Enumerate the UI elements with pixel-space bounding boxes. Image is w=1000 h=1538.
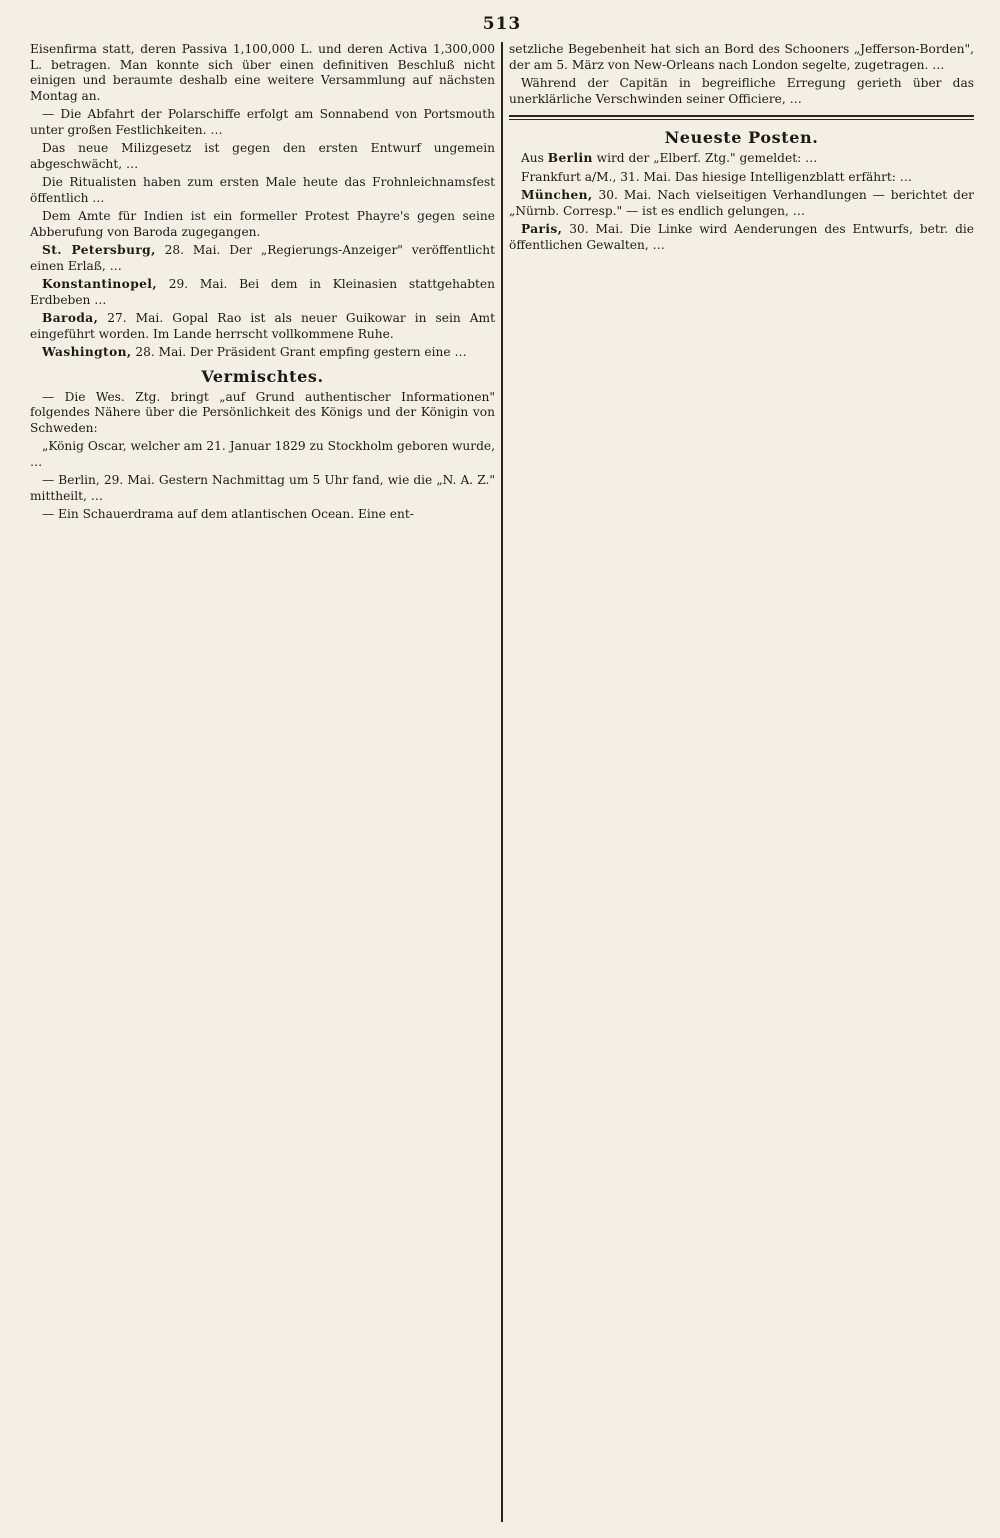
dateline: Berlin bbox=[547, 151, 593, 165]
paragraph: Das neue Milizgesetz ist gegen den ersten Entwurf ungemein abgeschwächt, … bbox=[30, 141, 495, 171]
section-heading-vermischtes: Vermischtes. bbox=[201, 366, 324, 386]
section-divider bbox=[509, 115, 974, 117]
section-heading-neueste-posten: Neueste Posten. bbox=[664, 128, 819, 147]
news-text: 30. Mai. Die Linke wird Aenderungen des Entwurfs, betr. die öffentlichen Gewalten, … bbox=[509, 222, 974, 252]
paragraph: — Die Abfahrt der Polarschiffe erfolgt am Sonnabend von Portsmouth unter großen Festlichkeiten. … bbox=[30, 107, 495, 137]
paragraph: — Ein Schauerdrama auf dem atlantischen Ocean. Eine ent- bbox=[42, 507, 414, 521]
paragraph: setzliche Begebenheit hat sich an Bord des Schooners „Jefferson-Borden", der am 5. März von New-Orleans nach London segelte, zugetragen. … bbox=[509, 42, 974, 72]
section-divider-thin bbox=[509, 119, 974, 120]
dateline: Baroda, bbox=[42, 311, 99, 325]
news-text: 27. Mai. Gopal Rao ist als neuer Guikowar in sein Amt eingeführt worden. Im Lande herrscht vollkommene Ruhe. bbox=[30, 311, 495, 341]
dateline: Konstantinopel, bbox=[42, 277, 157, 291]
dateline: St. Petersburg, bbox=[42, 243, 156, 257]
paragraph: Dem Amte für Indien ist ein formeller Protest Phayre's gegen seine Abberufung von Baroda zugegangen. bbox=[30, 209, 495, 239]
news-item-baroda bbox=[30, 311, 495, 342]
columns bbox=[24, 42, 980, 1522]
news-text: wird der „Elberf. Ztg." gemeldet: … bbox=[592, 151, 818, 165]
news-item-muenchen bbox=[509, 188, 974, 219]
news-text: 28. Mai. Der „Regierungs-Anzeiger" veröffentlicht einen Erlaß, … bbox=[30, 243, 495, 273]
paragraph: — Berlin, 29. Mai. Gestern Nachmittag um 5 Uhr fand, wie die „N. A. Z." mittheilt, … bbox=[30, 473, 495, 503]
dateline: München, bbox=[521, 188, 593, 202]
right-column bbox=[502, 42, 980, 1522]
news-item-konstantinopel bbox=[30, 277, 495, 308]
news-text: Aus bbox=[521, 151, 548, 165]
paragraph: Eisenfirma statt, deren Passiva 1,100,000 L. und deren Activa 1,300,000 L. betragen. Man konnte sich über einen definitiven Beschluß nicht einigen und beraumte deshalb eine weitere Versammlung auf nächsten Montag an. bbox=[30, 42, 495, 103]
news-item-paris bbox=[509, 222, 974, 253]
paragraph: Während der Capitän in begreifliche Erregung gerieth über das unerklärliche Verschwinden seiner Officiere, … bbox=[509, 76, 974, 106]
dateline: Paris, bbox=[521, 222, 563, 236]
news-text: 30. Mai. Nach vielseitigen Verhandlungen — berichtet der „Nürnb. Corresp." — ist es endlich gelungen, … bbox=[509, 188, 974, 218]
left-column bbox=[24, 42, 502, 1522]
news-item-st-petersburg bbox=[30, 243, 495, 274]
paragraph: — Die Wes. Ztg. bringt „auf Grund authentischer Informationen" folgendes Nähere über die Persönlichkeit des Königs und der Königin von Schweden: bbox=[30, 389, 495, 435]
page-number: 513 bbox=[482, 14, 522, 34]
news-item-washington bbox=[30, 345, 495, 361]
paragraph: Die Ritualisten haben zum ersten Male heute das Frohnleichnamsfest öffentlich … bbox=[30, 175, 495, 205]
news-item-berlin bbox=[509, 151, 974, 167]
paragraph: „König Oscar, welcher am 21. Januar 1829 zu Stockholm geboren wurde, … bbox=[30, 439, 495, 469]
news-text: 29. Mai. Bei dem in Kleinasien stattgehabten Erdbeben … bbox=[30, 277, 495, 307]
news-item-frankfurt: Frankfurt a/M., 31. Mai. Das hiesige Intelligenzblatt erfährt: … bbox=[521, 169, 912, 184]
dateline: Washington, bbox=[42, 345, 132, 359]
news-text: 28. Mai. Der Präsident Grant empfing gestern eine … bbox=[131, 345, 467, 359]
